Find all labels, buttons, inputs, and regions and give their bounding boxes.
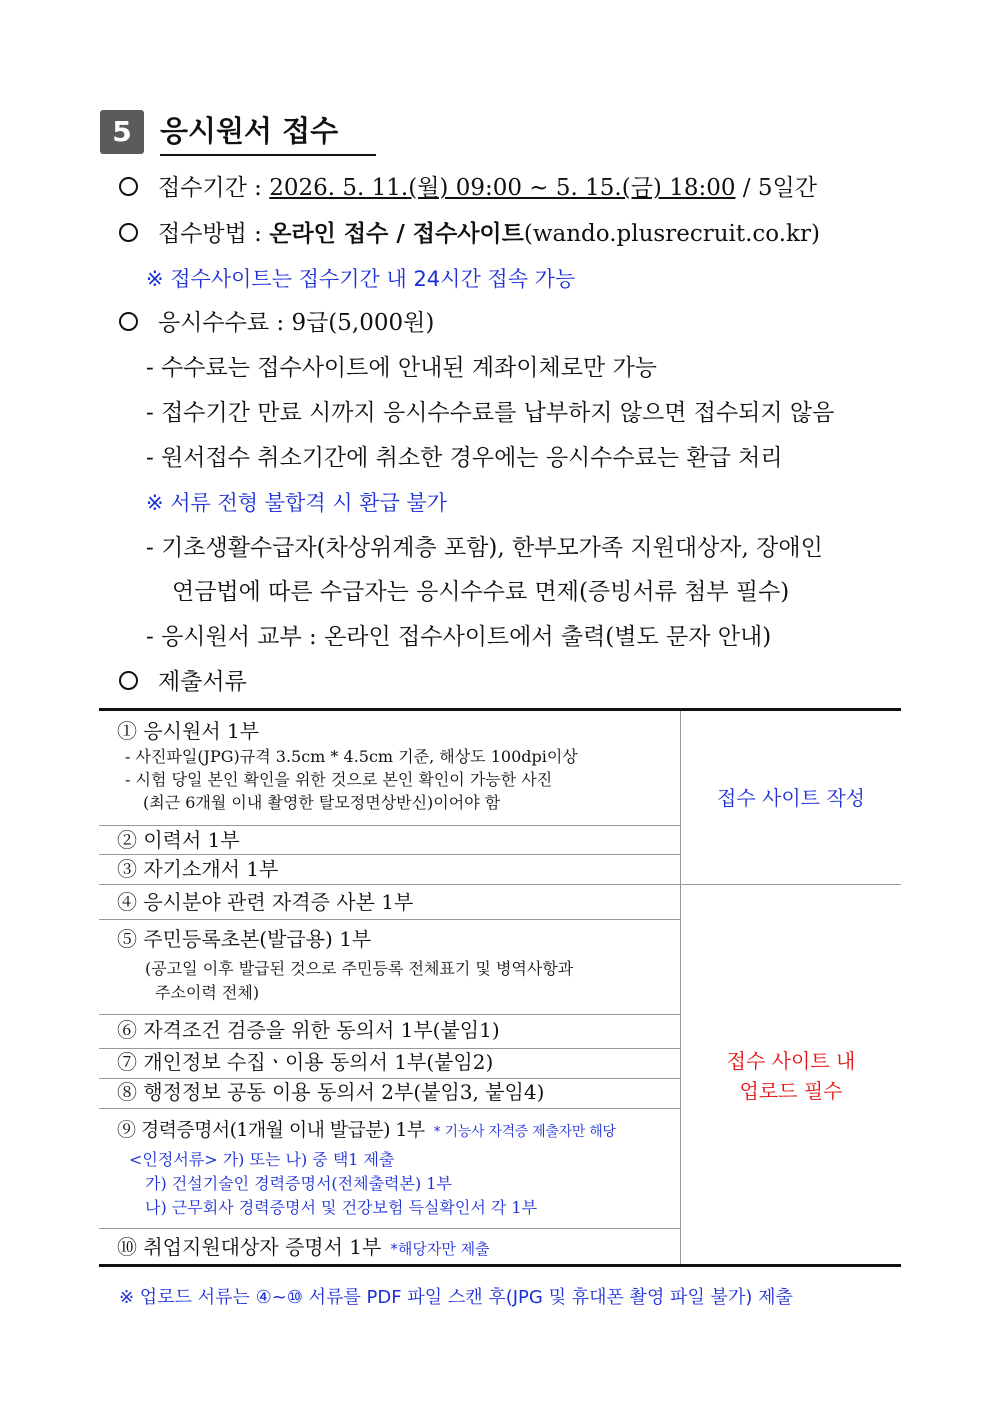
method-label: 접수방법 : bbox=[158, 221, 270, 247]
row-sub-text: 가) 건설기술인 경력증명서(전체출력본) 1부 bbox=[145, 1174, 452, 1193]
circle-bullet-icon bbox=[119, 671, 138, 690]
fee-label: 응시수수료 : 9급(5,000원) bbox=[158, 310, 435, 336]
table-row-employment-support bbox=[117, 1234, 490, 1260]
group-upload-label bbox=[681, 1046, 901, 1106]
section-title: 응시원서 접수 bbox=[160, 114, 339, 148]
period-label: 접수기간 : bbox=[158, 175, 270, 201]
period-line bbox=[119, 173, 817, 203]
row-sub-text: 주소이력 전체) bbox=[155, 983, 260, 1002]
fee-item: - 수수료는 접수사이트에 안내된 계좌이체로만 가능 bbox=[146, 355, 657, 381]
row-divider bbox=[99, 1228, 680, 1229]
table-row-certificate: ④ 응시분야 관련 자격증 사본 1부 bbox=[117, 890, 414, 914]
section-title-underline bbox=[160, 154, 376, 156]
career-cert-note: * 기능사 자격증 제출자만 해당 bbox=[433, 1124, 616, 1140]
method-value: 온라인 접수 / 접수사이트 bbox=[269, 221, 524, 247]
docs-title-line bbox=[119, 667, 247, 697]
row-divider bbox=[99, 854, 680, 855]
section-number-badge: 5 bbox=[100, 110, 144, 154]
fee-exempt-line: 연금법에 따른 수급자는 응시수수료 면제(증빙서류 첨부 필수) bbox=[172, 579, 790, 605]
table-bottom-border bbox=[99, 1264, 901, 1267]
row-divider bbox=[99, 919, 680, 920]
row-sub-text: <인정서류> 가) 또는 나) 중 택1 제출 bbox=[129, 1150, 395, 1169]
group-divider bbox=[99, 884, 901, 885]
employment-support-note: *해당자만 제출 bbox=[390, 1240, 490, 1258]
print-item: - 응시원서 교부 : 온라인 접수사이트에서 출력(별도 문자 안내) bbox=[146, 624, 772, 650]
circle-bullet-icon bbox=[119, 223, 138, 242]
documents-table bbox=[99, 708, 901, 1266]
row-sub-text: (공고일 이후 발급된 것으로 주민등록 전체표기 및 병역사항과 bbox=[145, 959, 574, 978]
table-row-consent-verification: ⑥ 자격조건 검증을 위한 동의서 1부(붙임1) bbox=[117, 1018, 500, 1042]
row-divider bbox=[99, 1108, 680, 1109]
table-row-admin-info-consent: ⑧ 행정정보 공동 이용 동의서 2부(붙임3, 붙임4) bbox=[117, 1080, 545, 1104]
circle-bullet-icon bbox=[119, 177, 138, 196]
table-top-border bbox=[99, 708, 901, 711]
circle-bullet-icon bbox=[119, 312, 138, 331]
table-row-resident-record: ⑤ 주민등록초본(발급용) 1부 bbox=[117, 927, 372, 951]
docs-title: 제출서류 bbox=[158, 669, 247, 695]
fee-item: - 접수기간 만료 시까지 응시수수료를 납부하지 않으면 접수되지 않음 bbox=[146, 400, 835, 426]
row-divider bbox=[99, 825, 680, 826]
method-note: ※ 접수사이트는 접수기간 내 24시간 접속 가능 bbox=[146, 267, 576, 291]
row-sub-text: 나) 근무회사 경력증명서 및 건강보험 득실확인서 각 1부 bbox=[145, 1198, 538, 1217]
row-sub-text: - 사진파일(JPG)규격 3.5cm * 4.5cm 기준, 해상도 100dpi이상 bbox=[125, 747, 578, 766]
career-cert-title: ⑨ 경력증명서(1개월 이내 발급분) 1부 bbox=[117, 1119, 425, 1141]
table-row-privacy-consent: ⑦ 개인정보 수집ㆍ이용 동의서 1부(붙임2) bbox=[117, 1050, 494, 1074]
method-line bbox=[119, 219, 820, 249]
upload-label-line: 접수 사이트 내 bbox=[726, 1049, 856, 1073]
period-suffix: / 5일간 bbox=[735, 175, 817, 201]
fee-item: - 원서접수 취소기간에 취소한 경우에는 응시수수료는 환급 처리 bbox=[146, 445, 783, 471]
table-row-self-intro: ③ 자기소개서 1부 bbox=[117, 857, 279, 881]
upload-label-line: 업로드 필수 bbox=[739, 1079, 843, 1103]
row-divider bbox=[99, 1014, 680, 1015]
group-online-write-label: 접수 사이트 작성 bbox=[717, 786, 865, 810]
fee-line bbox=[119, 308, 434, 338]
row-sub-text: - 시험 당일 본인 확인을 위한 것으로 본인 확인이 가능한 사진 bbox=[125, 770, 553, 789]
table-row-resume: ② 이력서 1부 bbox=[117, 828, 240, 852]
period-value: 2026. 5. 11.(월) 09:00 ~ 5. 15.(금) 18:00 bbox=[269, 175, 736, 201]
employment-support-title: ⑩ 취업지원대상자 증명서 1부 bbox=[117, 1235, 382, 1259]
table-row-application-form: ① 응시원서 1부 bbox=[117, 719, 260, 743]
table-row-career-cert bbox=[117, 1117, 616, 1143]
fee-exempt-line: - 기초생활수급자(차상위계층 포함), 한부모가족 지원대상자, 장애인 bbox=[146, 535, 823, 561]
method-site: (wando.plusrecruit.co.kr) bbox=[523, 221, 820, 247]
row-sub-text: (최근 6개월 이내 촬영한 탈모정면상반신)이어야 함 bbox=[143, 793, 501, 812]
upload-footer-note: ※ 업로드 서류는 ④~⑩ 서류를 PDF 파일 스캔 후(JPG 및 휴대폰 촬영 파일 불가) 제출 bbox=[119, 1287, 793, 1308]
fee-warning: ※ 서류 전형 불합격 시 환급 불가 bbox=[146, 491, 448, 515]
